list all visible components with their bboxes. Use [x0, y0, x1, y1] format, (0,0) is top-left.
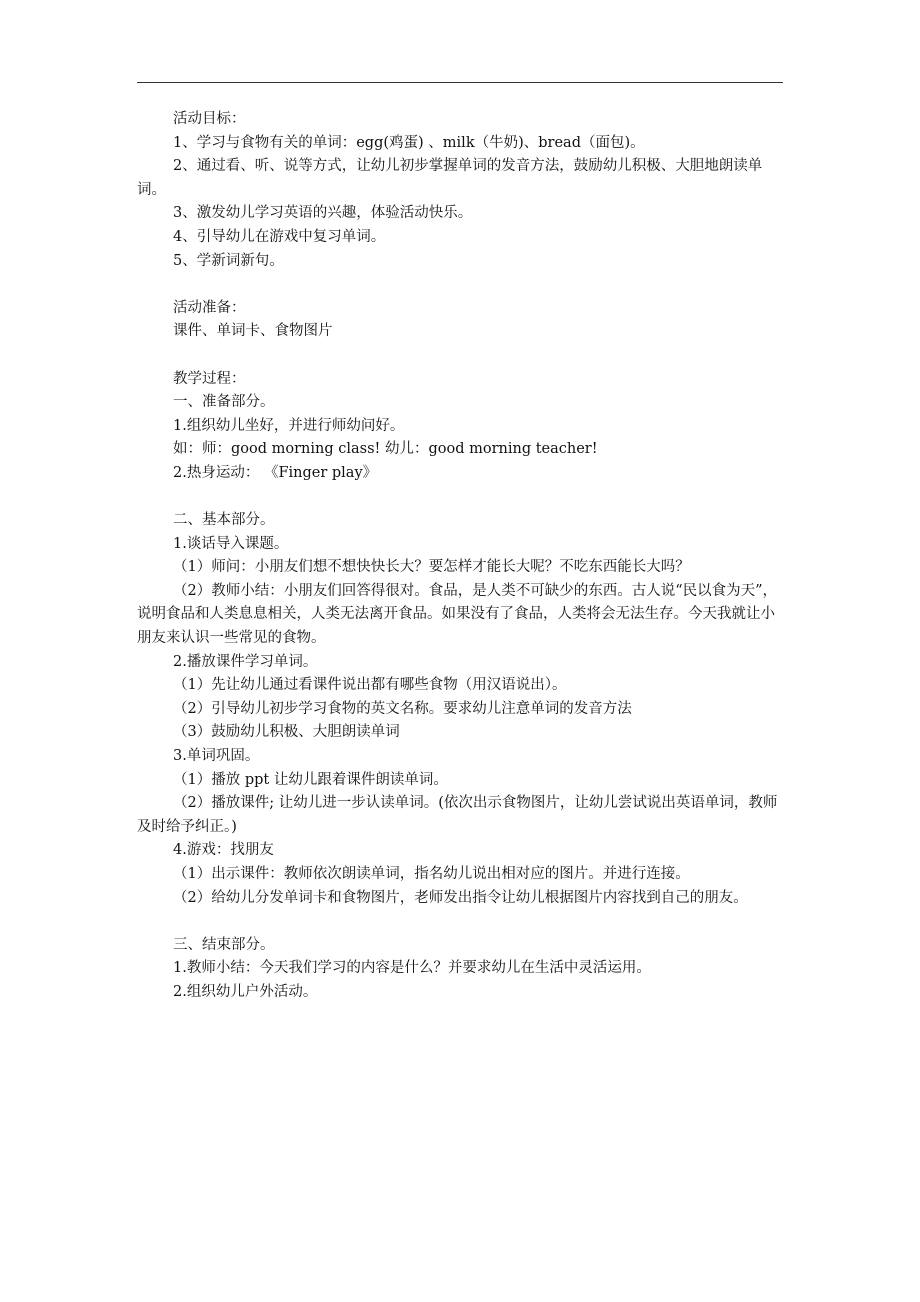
process-heading: 教学过程： [173, 370, 246, 387]
spacer [137, 486, 785, 510]
part2-line: （1）播放 ppt 让幼儿跟着课件朗读单词。 [173, 771, 448, 788]
prep-text: 课件、单词卡、食物图片 [173, 323, 333, 340]
part1-line: 1.组织幼儿坐好，并进行师幼问好。 [173, 417, 405, 434]
goal-item: 4、引导幼儿在游戏中复习单词。 [173, 228, 386, 245]
part2-line: 1.谈话导入课题。 [173, 535, 289, 552]
part3-line: 1.教师小结：今天我们学习的内容是什么？并要求幼儿在生活中灵活运用。 [173, 960, 651, 977]
part1-title: 一、准备部分。 [173, 394, 275, 411]
part2-line: （2）播放课件; 让幼儿进一步认读单词。(依次出示食物图片，让幼儿尝试说出英语单词，教师及时给予纠正。) [137, 795, 778, 835]
header-rule [137, 82, 783, 83]
part2-line: 3.单词巩固。 [173, 748, 260, 765]
part1-line: 如：师：good morning class! 幼儿：good morning teacher! [173, 441, 598, 458]
prep-heading: 活动准备： [173, 299, 246, 316]
part2-line: 2.播放课件学习单词。 [173, 653, 318, 670]
goal-item: 3、激发幼儿学习英语的兴趣，体验活动快乐。 [173, 205, 473, 222]
part2-line: （1）师问：小朋友们想不想快快长大？要怎样才能长大呢？不吃东西能长大吗？ [173, 559, 690, 576]
part2-line: （2）引导幼儿初步学习食物的英文名称。要求幼儿注意单词的发音方法 [173, 700, 632, 717]
part3-title: 三、结束部分。 [173, 936, 275, 953]
part3-line: 2.组织幼儿户外活动。 [173, 983, 318, 1000]
part2-line: 4.游戏：找朋友 [173, 842, 274, 859]
part2-line: （2）给幼儿分发单词卡和食物图片，老师发出指令让幼儿根据图片内容找到自己的朋友。 [173, 889, 748, 906]
part2-title: 二、基本部分。 [173, 512, 275, 529]
document-body [137, 108, 785, 1005]
part1-line: 2.热身运动： 《Finger play》 [173, 464, 378, 481]
part2-line: （2）教师小结：小朋友们回答得很对。食品，是人类不可缺少的东西。古人说“民以食为天”，说明食品和人类息息相关，人类无法离开食品。如果没有了食品，人类将会无法生存。今天我就让小朋友来认识一些常见的食物。 [137, 582, 778, 647]
spacer [137, 273, 785, 297]
goal-item: 2、通过看、听、说等方式，让幼儿初步掌握单词的发音方法，鼓励幼儿积极、大胆地朗读单词。 [137, 158, 763, 198]
spacer [137, 344, 785, 368]
part2-line: （1）出示课件：教师依次朗读单词，指名幼儿说出相对应的图片。并进行连接。 [173, 866, 690, 882]
goal-item: 5、学新词新句。 [173, 252, 284, 269]
goals-heading: 活动目标： [173, 111, 246, 127]
goal-item: 1、学习与食物有关的单词：egg(鸡蛋) 、milk（牛奶)、bread（面包)。 [173, 134, 645, 151]
part2-line: （1）先让幼儿通过看课件说出都有哪些食物（用汉语说出）。 [173, 677, 567, 694]
part2-line: （3）鼓励幼儿积极、大胆朗读单词 [173, 724, 400, 741]
spacer [137, 910, 785, 934]
